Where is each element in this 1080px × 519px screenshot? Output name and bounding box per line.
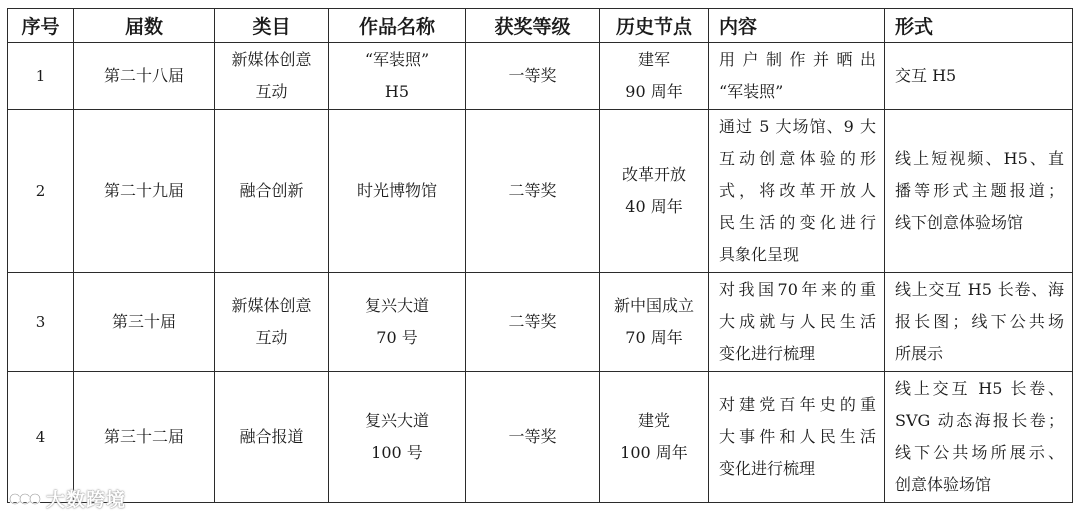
format-line: 报长图；线下公共场 xyxy=(895,312,1064,331)
cell-session: 第二十八届 xyxy=(74,43,215,110)
milestone-line: 建军 xyxy=(637,50,670,69)
cell-index: 2 xyxy=(8,110,74,273)
table-row xyxy=(8,372,1073,503)
cell-award: 二等奖 xyxy=(466,110,600,273)
format-line: 线上交互 H5 长卷、海 xyxy=(895,280,1064,299)
cell-work xyxy=(329,372,466,503)
work-line: 70 号 xyxy=(376,328,418,347)
work-line: 100 号 xyxy=(371,443,423,462)
cell-index: 1 xyxy=(8,43,74,110)
header-milestone: 历史节点 xyxy=(600,9,709,43)
cell-category xyxy=(215,43,329,110)
cell-content xyxy=(709,43,885,110)
format-line: 所展示 xyxy=(895,344,944,363)
cell-work xyxy=(329,110,466,273)
cell-work xyxy=(329,273,466,372)
category-line: 互动 xyxy=(255,82,288,101)
cell-format xyxy=(885,110,1073,273)
watermark-text: 大数跨境 xyxy=(46,489,127,511)
header-content: 内容 xyxy=(709,9,885,43)
header-format: 形式 xyxy=(885,9,1073,43)
cell-session: 第三十二届 xyxy=(74,372,215,503)
cell-award: 一等奖 xyxy=(466,372,600,503)
format-line: 线上交互 H5 长卷、 xyxy=(895,379,1064,398)
milestone-line: 70 周年 xyxy=(625,328,683,347)
category-line: 新媒体创意 xyxy=(231,50,312,69)
table-row xyxy=(8,273,1073,372)
cell-milestone xyxy=(600,110,709,273)
cell-content xyxy=(709,372,885,503)
milestone-line: 新中国成立 xyxy=(613,296,694,315)
content-line: 大成就与人民生活 xyxy=(719,312,876,331)
cell-session: 第三十届 xyxy=(74,273,215,372)
header-award: 获奖等级 xyxy=(466,9,600,43)
cell-session: 第二十九届 xyxy=(74,110,215,273)
cell-milestone xyxy=(600,372,709,503)
format-line: SVG 动态海报长卷； xyxy=(895,411,1064,430)
milestone-line: 建党 xyxy=(637,411,670,430)
milestone-line: 40 周年 xyxy=(625,197,683,216)
content-line: 对我国70年来的重 xyxy=(719,280,876,299)
header-work: 作品名称 xyxy=(329,9,466,43)
milestone-line: 改革开放 xyxy=(621,165,686,184)
category-line: 融合报道 xyxy=(239,427,304,446)
content-line: 对建党百年史的重 xyxy=(719,395,876,414)
cell-format xyxy=(885,273,1073,372)
cell-milestone xyxy=(600,43,709,110)
content-line: 变化进行梳理 xyxy=(719,459,816,478)
format-line: 线下创意体验场馆 xyxy=(895,213,1024,232)
watermark xyxy=(8,485,126,512)
work-line: H5 xyxy=(384,82,410,101)
cell-format xyxy=(885,43,1073,110)
content-line: 民生活的变化进行 xyxy=(719,213,876,232)
format-line: 线下公共场所展示、 xyxy=(895,443,1064,462)
cell-content xyxy=(709,110,885,273)
format-line: 创意体验场馆 xyxy=(895,475,992,494)
content-line: 大事件和人民生活 xyxy=(719,427,876,446)
work-line: 复兴大道 xyxy=(364,411,429,430)
milestone-line: 90 周年 xyxy=(625,82,683,101)
cell-index: 4 xyxy=(8,372,74,503)
header-index: 序号 xyxy=(8,9,74,43)
content-line: 式，将改革开放人 xyxy=(719,181,876,200)
category-line: 融合创新 xyxy=(239,181,304,200)
cell-award: 二等奖 xyxy=(466,273,600,372)
cell-category xyxy=(215,273,329,372)
format-line: 交互 H5 xyxy=(895,66,957,85)
cell-index: 3 xyxy=(8,273,74,372)
cell-category xyxy=(215,110,329,273)
awards-table xyxy=(7,8,1073,503)
category-line: 新媒体创意 xyxy=(231,296,312,315)
header-session: 届数 xyxy=(74,9,215,43)
cell-milestone xyxy=(600,273,709,372)
work-line: 时光博物馆 xyxy=(356,181,437,200)
cell-format xyxy=(885,372,1073,503)
header-category: 类目 xyxy=(215,9,329,43)
table-header-row xyxy=(8,9,1073,43)
table-row xyxy=(8,110,1073,273)
watermark-logo-icon xyxy=(8,488,42,510)
work-line: 复兴大道 xyxy=(364,296,429,315)
work-line: “军装照” xyxy=(364,50,430,69)
milestone-line: 100 周年 xyxy=(620,443,688,462)
content-line: “军装照” xyxy=(719,82,784,101)
content-line: 互动创意体验的形 xyxy=(719,149,876,168)
cell-award: 一等奖 xyxy=(466,43,600,110)
content-line: 用户制作并晒出 xyxy=(719,50,876,69)
content-line: 变化进行梳理 xyxy=(719,344,816,363)
category-line: 互动 xyxy=(255,328,288,347)
content-line: 具象化呈现 xyxy=(719,245,800,264)
content-line: 通过 5 大场馆、9 大 xyxy=(719,117,876,136)
format-line: 线上短视频、H5、直 xyxy=(895,149,1064,168)
cell-category xyxy=(215,372,329,503)
table-row xyxy=(8,43,1073,110)
format-line: 播等形式主题报道； xyxy=(895,181,1064,200)
cell-content xyxy=(709,273,885,372)
cell-work xyxy=(329,43,466,110)
